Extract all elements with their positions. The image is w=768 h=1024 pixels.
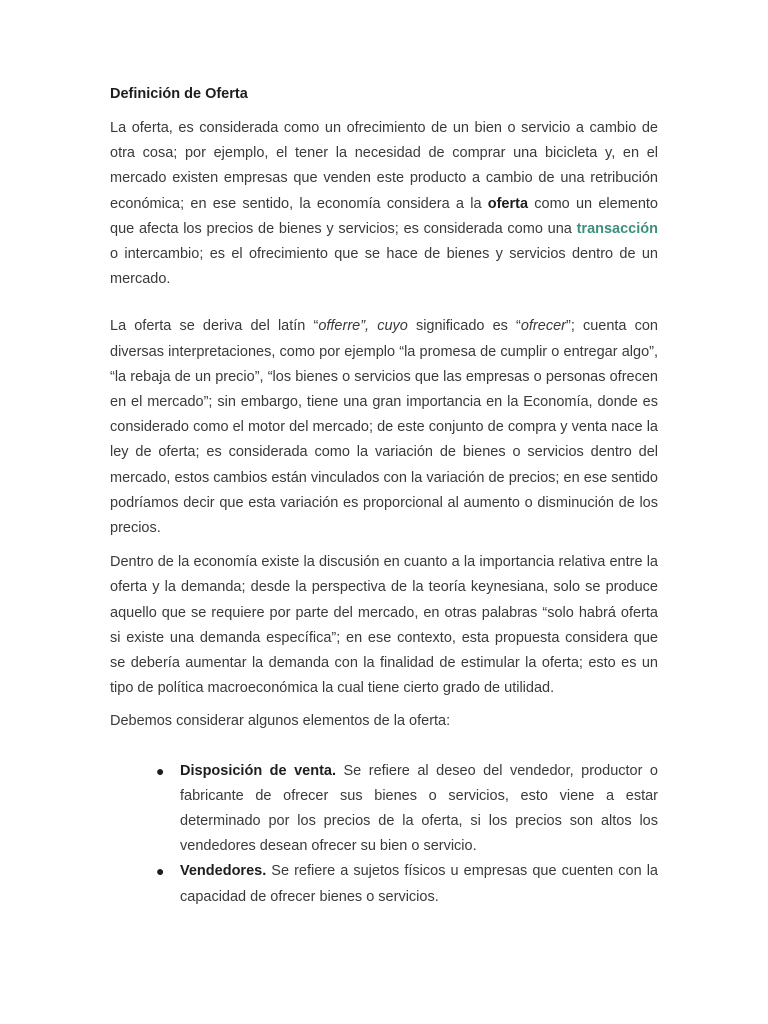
document-title: Definición de Oferta	[110, 86, 248, 102]
italic-offerre: offerre”, cuyo	[318, 318, 408, 335]
paragraph-text: significado es “	[407, 318, 521, 335]
elements-list	[110, 759, 658, 910]
paragraph-text: La oferta, es considerada como un ofrecimiento de un bien o servicio a cambio de otra cosa; por ejemplo, el tener la necesidad de comprar una bicicleta y, en el mercado existen empresas que venden este producto a cambio de una retribución económica; en ese sentido, la economía considera a la	[110, 120, 658, 212]
paragraph-text: o intercambio; es el ofrecimiento que se hace de bienes y servicios dentro de un mercado.	[110, 246, 658, 288]
paragraph-text: La oferta se deriva del latín “	[110, 318, 319, 335]
document-page	[110, 84, 658, 910]
list-item	[156, 759, 658, 860]
paragraph-text: como un elemento que afecta los precios de bienes y servicios; es considerada como una	[110, 195, 658, 237]
paragraph-elements-intro: Debemos considerar algunos elementos de la oferta:	[110, 713, 451, 730]
bullet-icon: ●	[156, 863, 165, 880]
list-item-term: Disposición de venta.	[180, 762, 337, 779]
italic-ofrecer: ofrecer	[520, 318, 566, 335]
list-item-text: Se refiere a sujetos físicos u empresas que cuenten con la capacidad de ofrecer bienes o servicios.	[180, 863, 658, 905]
list-item	[156, 859, 658, 909]
list-item-text: Se refiere al deseo del vendedor, productor o fabricante de ofrecer sus bienes o servicios, esto viene a estar determinado por los precios de la oferta, si los precios son altos los vendedores desean ofrecer su bien o servicio.	[180, 762, 658, 855]
paragraph-text: ”; cuenta con diversas interpretaciones, como por ejemplo “la promesa de cumplir o entregar algo”, “la rebaja de un precio”, “los bienes o servicios que las empresas o personas ofrecen en el mercado”; sin embargo, tiene una gran importancia en la Economía, donde es considerado como el motor del mercado; de este conjunto de compra y venta nace la ley de oferta; es considerada como la variación de bienes o servicios dentro del mercado, estos cambios están vinculados con la variación de precios; en ese sentido podríamos decir que esta variación es proporcional al aumento o disminución de los precios.	[110, 318, 658, 537]
paragraph-definition	[110, 116, 658, 292]
paragraph-keynesian: Dentro de la economía existe la discusión en cuanto a la importancia relativa entre la oferta y la demanda; desde la perspectiva de la teoría keynesiana, solo se produce aquello que se requiere por parte del mercado, en otras palabras “solo habrá oferta si existe una demanda específica”; en ese contexto, esta propuesta considera que se debería aumentar la demanda con la finalidad de estimular la oferta; esto es un tipo de política macroeconómica la cual tiene cierto grado de utilidad.	[110, 554, 658, 697]
link-transaccion[interactable]: transacción	[576, 220, 658, 237]
list-item-term: Vendedores.	[180, 863, 267, 880]
paragraph-etymology	[110, 314, 658, 541]
bullet-icon: ●	[156, 762, 165, 779]
bold-term-oferta: oferta	[487, 195, 529, 212]
